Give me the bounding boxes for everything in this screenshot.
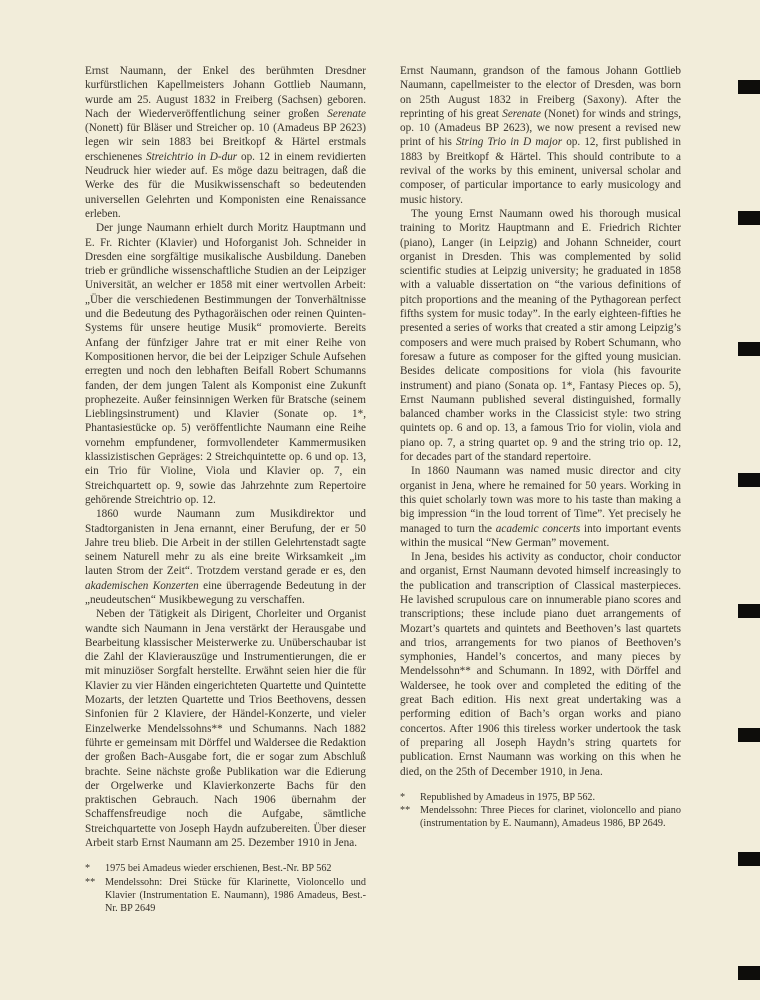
- footnote: [85, 862, 366, 875]
- footnote: [85, 876, 366, 916]
- german-column: [85, 64, 366, 915]
- footnote-text: Republished by Amadeus in 1975, BP 562.: [420, 791, 596, 803]
- german-paragraph-1: Ernst Naumann, der Enkel des berühmten Dresdner kurfürstlichen Kapellmeisters Johann Gottlieb Naumann, wurde am 25. August 1832 in Freiberg (Sachsen) geboren. Nach der Wiederveröffentlichung seiner großen Serenate (Nonett) für Bläser und Streicher op. 10 (Amadeus BP 2623) legen wir sein 1883 bei Breitkopf & Härtel erstmals erschienenes Streichtrio in D-dur op. 12 in einem revidierten Neudruck hier wieder auf. Es möge dazu beitragen, daß die Werke des für die Musikwissenschaft so bedeutenden universellen Gelehrten und Komponisten eine Renaissance erleben.: [85, 65, 366, 220]
- english-column: [400, 64, 681, 915]
- english-paragraph-3: In 1860 Naumann was named music director and city organist in Jena, where he remained for 50 years. Working in this quiet scholarly town was more to his taste than making a big impression “in the loud torrent of Time”. Yet precisely he managed to turn the academic concerts into important events within the musical “New German” movement.: [400, 465, 682, 549]
- scan-edge-mark: [738, 852, 760, 866]
- text-columns: [85, 64, 681, 915]
- scan-edge-mark: [738, 966, 760, 980]
- english-footnotes: [400, 791, 681, 831]
- scan-edge-mark: [738, 80, 760, 94]
- scan-edge-mark: [738, 604, 760, 618]
- english-paragraph-2: The young Ernst Naumann owed his thorough musical training to Moritz Hauptmann and E. Friedrich Richter (piano), Langer (in Leipzig) and Johann Schneider, court organist in Dresden. This was complemented by solid scientific studies at Leipzig university; he graduated in 1858 with a valuable dissertation on “the various definitions of pitch proportions and the meaning of the Pythagorean perfect fifths system for music today”. In the early eighteen-fifties he presented a series of works that created a stir among Leipzig’s composers and were much praised by Robert Schumann, who foresaw a future as composer for the gifted young musician. Besides delicate compositions for viola (his favourite instrument) and piano (Sonata op. 1*, Fantasy Pieces op. 5), Ernst Naumann published several distinguished, formally balanced chamber works in the Classicist style: two string quintets op. 6 and op. 13, a famous Trio for violin, viola and piano op. 7, a string quartet op. 9 and the string trio op. 12, for decades part of the standard repertoire.: [400, 207, 681, 464]
- footnote-marker: **: [85, 876, 96, 888]
- scan-edge-mark: [738, 342, 760, 356]
- footnote-text: Mendelssohn: Drei Stücke für Klarinette, Violoncello und Klavier (Instrumentation E. Naumann), 1986 Amadeus, Best.-Nr. BP 2649: [105, 876, 366, 914]
- english-paragraph-4: In Jena, besides his activity as conductor, choir conductor and organist, Ernst Naumann devoted himself increasingly to the publication and transcription of Classical masterpieces. He lavished scrupulous care on innumerable piano scores and transcriptions; these include piano duet arrangements of Mozart’s quartets and quintets and Beethoven’s last quartets and trios, arrangements for two pianos of Beethoven’s symphonies, Handel’s concertos, and many pieces by Mendelssohn** and Schumann. In 1892, with Dörffel and Waldersee, he took over and completed the editing of the great Bach edition. His next great undertaking was a performing edition of Bach’s organ works and piano concertos. After 1906 this tireless worker undertook the task of preparing all Joseph Haydn’s string quartets for publication. Ernst Naumann was working on this when he died, on the 25th of December 1910, in Jena.: [400, 551, 681, 778]
- footnote: [400, 804, 681, 830]
- footnote-marker: *: [400, 791, 406, 803]
- footnote-marker: **: [400, 805, 411, 817]
- german-paragraph-4: Neben der Tätigkeit als Dirigent, Chorleiter und Organist wandte sich Naumann in Jena verstärkt der Herausgabe und Bearbeitung klassischer Meisterwerke zu. Unüberschaubar ist die Zahl der Klavierauszüge und Instrumentierungen, die er mit minuziöser Sorgfalt herstellte. Erwähnt seien hier die für Klavier zu vier Händen eingerichteten Quartette und Quintette Mozarts, der letzten Quartette und Trios Beethovens, dessen Sinfonien für 2 Klaviere, der Händel-Konzerte, und vieler Einzelwerke Mendelssohns** und Schumanns. Nach 1882 führte er gemeinsam mit Dörffel und Waldersee die Redaktion der großen Bach-Ausgabe fort, die er sogar zum Abschluß brachte. Seine nächste große Publikation war die Edierung der Orgelwerke und Klavierkonzerte Bachs für den praktischen Gebrauch. Nach 1906 übernahm der Schaffensfreudige noch die Aufgabe, sämtliche Streichquartette von Joseph Haydn aufzubereiten. Über dieser Arbeit starb Ernst Naumann am 25. Dezember 1910 in Jena.: [85, 608, 366, 850]
- scan-edge-mark: [738, 728, 760, 742]
- german-footnotes: [85, 862, 366, 915]
- footnote-text: Mendelssohn: Three Pieces for clarinet, violoncello and piano (instrumentation by E. Naumann), Amadeus 1986, BP 2649.: [420, 805, 681, 830]
- footnote-marker: *: [85, 863, 91, 875]
- scan-edge-mark: [738, 211, 760, 225]
- scan-edge-mark: [738, 473, 760, 487]
- german-paragraphs: [85, 64, 366, 850]
- english-paragraphs: [400, 64, 681, 779]
- german-paragraph-3: 1860 wurde Naumann zum Musikdirektor und Stadtorganisten in Jena ernannt, einer Berufung, der er 50 Jahre treu blieb. Die Arbeit in der stillen Gelehrtenstadt sagte seinem Naturell mehr zu als eine breite Wirksamkeit „im lauten Strom der Zeit“. Trotzdem verstand gerade er es, den akademischen Konzerten eine überragende Bedeutung in der „neudeutschen“ Musikbewegung zu verschaffen.: [85, 508, 366, 606]
- footnote: [400, 791, 681, 804]
- footnote-text: 1975 bei Amadeus wieder erschienen, Best.-Nr. BP 562: [105, 863, 332, 875]
- german-paragraph-2: Der junge Naumann erhielt durch Moritz Hauptmann und E. Fr. Richter (Klavier) und Hoforganist Joh. Schneider in Dresden eine sorgfältige musikalische Ausbildung. Daneben trieb er gründliche wissenschaftliche Studien an der Leipziger Universität, an welcher er 1858 mit einer wertvollen Arbeit: „Über die verschiedenen Bestimmungen der Tonverhältnisse und die Bedeutung des Pythagoräischen oder reinen Quinten-Systems für unsere heutige Musik“ promovierte. Bereits Anfang der fünfziger Jahre trat er mit einer Reihe von Kompositionen hervor, die bei der Leipziger Schule Aufsehen erregten und noch den lebhaften Beifall Robert Schumanns fanden, der dem jungen Talent als Komponist eine Zukunft prophezeite. Außer feinsinnigen Werken für Bratsche (seinem Lieblingsinstrument) und Klavier (Sonate op. 1*, Phantasiestücke op. 5) veröffentlichte Naumann eine Reihe vornehm empfundener, formvollendeter Kammermusiken klassizistischen Gepräges: 2 Streichquintette op. 6 und op. 13, ein Trio für Violine, Viola und Klavier op. 7, ein Streichquartett op. 9, sowie das Jahrzehnte zum Repertoire gehörende Streichtrio op. 12.: [85, 222, 366, 506]
- english-paragraph-1: Ernst Naumann, grandson of the famous Johann Gottlieb Naumann, capellmeister to the elector of Dresden, was born on 25th August 1832 in Freiberg (Saxony). After the reprinting of his great Serenate (Nonet) for winds and strings, op. 10 (Amadeus BP 2623), we now present a revised new print of his String Trio in D major op. 12, first published in 1883 by Breitkopf & Härtel. This should contribute to a revival of the works by this eminent, universal scholar and composer, of particular importance to early musicology and music history.: [400, 65, 681, 206]
